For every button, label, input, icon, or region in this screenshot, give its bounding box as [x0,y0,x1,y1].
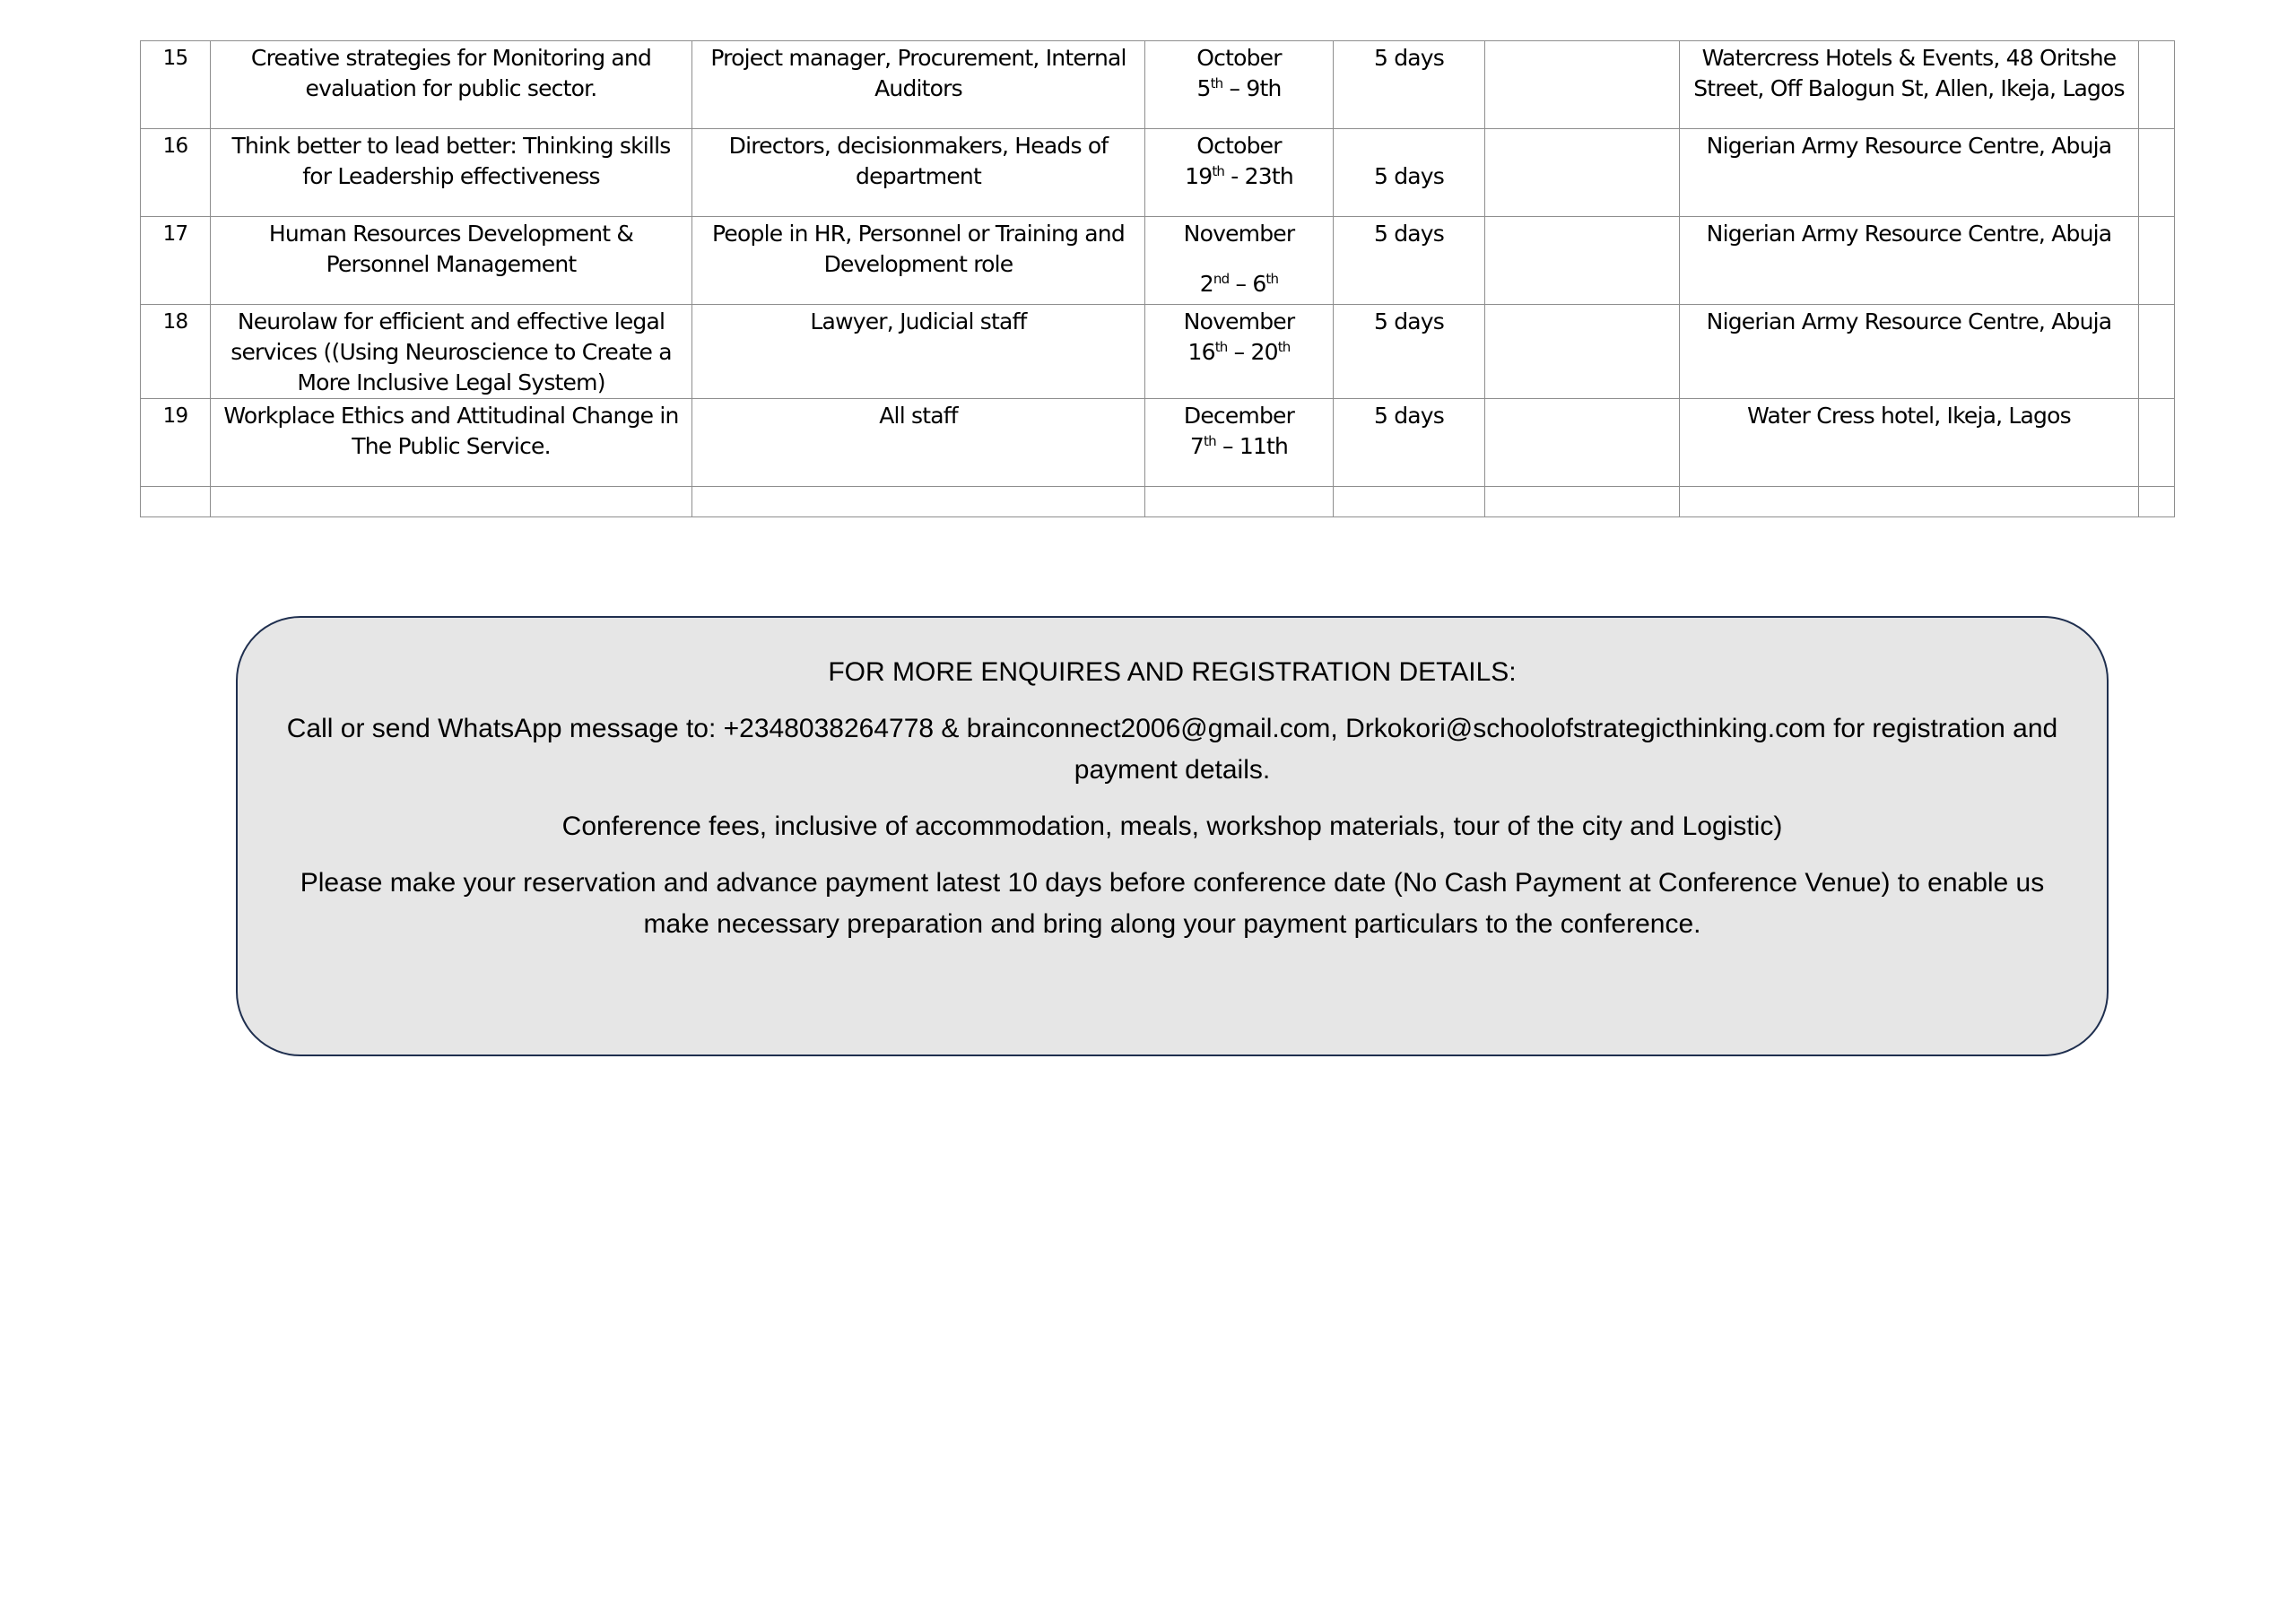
course-fee [1485,129,1680,217]
date-separator: – [1227,339,1251,365]
course-date [1145,305,1334,399]
table-row [141,129,2175,217]
course-title: Human Resources Development & Personnel Management [211,217,692,305]
target-audience: Project manager, Procurement, Internal Auditors [692,41,1145,129]
empty-cell [692,487,1145,517]
date-start: 19 [1185,163,1213,189]
row-number: 17 [141,217,211,305]
duration-text: 5 days [1373,163,1445,189]
extra-cell [2139,399,2175,487]
course-fee [1485,217,1680,305]
date-start: 7 [1189,433,1205,459]
date-month: November [1183,221,1295,247]
course-duration: 5 days [1334,305,1485,399]
target-audience: People in HR, Personnel or Training and Development role [692,217,1145,305]
date-end: 11th [1239,433,1289,459]
course-duration: 5 days [1334,217,1485,305]
notice-reservation: Please make your reservation and advance payment latest 10 days before conference date (No Cash Payment at Conference Venue) to enable us make necessary preparation and bring along your payment particulars to the conference. [300,868,2045,939]
date-separator: – [1229,271,1253,297]
empty-cell [141,487,211,517]
date-end: 6 [1252,271,1266,297]
course-fee [1485,305,1680,399]
extra-cell [2139,129,2175,217]
date-end: 23th [1244,163,1293,189]
training-schedule-table [140,40,2175,517]
course-fee [1485,41,1680,129]
course-title: Creative strategies for Monitoring and evaluation for public sector. [211,41,692,129]
extra-cell [2139,217,2175,305]
table-row [141,399,2175,487]
extra-cell [2139,41,2175,129]
date-start: 16 [1187,339,1215,365]
target-audience: All staff [692,399,1145,487]
course-date [1145,129,1334,217]
row-number: 19 [141,399,211,487]
course-duration: 5 days [1334,399,1485,487]
course-duration [1334,129,1485,217]
course-venue: Watercress Hotels & Events, 48 Oritshe Street, Off Balogun St, Allen, Ikeja, Lagos [1680,41,2139,129]
date-start-suffix: th [1214,339,1228,355]
target-audience: Directors, decisionmakers, Heads of department [692,129,1145,217]
date-start-suffix: th [1204,433,1216,449]
notice-contact: Call or send WhatsApp message to: +2348038264778 & brainconnect2006@gmail.com, Drkokori@schoolofstrategicthinking.com for registration and payment details. [286,714,2058,785]
date-separator: – [1222,75,1247,101]
course-duration: 5 days [1334,41,1485,129]
empty-cell [1334,487,1485,517]
empty-row [141,487,2175,517]
row-number: 15 [141,41,211,129]
notice-heading: FOR MORE ENQUIRES AND REGISTRATION DETAILS: [828,657,1517,687]
date-start-suffix: th [1210,75,1223,91]
row-number: 16 [141,129,211,217]
empty-cell [211,487,692,517]
course-date [1145,41,1334,129]
notice-fees: Conference fees, inclusive of accommodation, meals, workshop materials, tour of the city and Logistic) [561,812,1783,841]
extra-cell [2139,305,2175,399]
course-venue: Water Cress hotel, Ikeja, Lagos [1680,399,2139,487]
course-venue: Nigerian Army Resource Centre, Abuja [1680,129,2139,217]
empty-cell [2139,487,2175,517]
date-end-suffix: th [1265,271,1279,287]
course-title: Neurolaw for efficient and effective legal services ((Using Neuroscience to Create a More Inclusive Legal System) [211,305,692,399]
date-start: 2 [1199,271,1213,297]
course-venue: Nigerian Army Resource Centre, Abuja [1680,305,2139,399]
registration-notice-box [236,616,2109,1056]
date-separator: – [1215,433,1239,459]
course-date [1145,399,1334,487]
date-start-suffix: nd [1213,271,1230,287]
table-row [141,217,2175,305]
date-start-suffix: th [1212,163,1225,179]
date-month: October [1196,133,1282,159]
date-month: November [1183,308,1295,334]
target-audience: Lawyer, Judicial staff [692,305,1145,399]
course-date [1145,217,1334,305]
date-end-suffix: th [1277,339,1291,355]
empty-cell [1145,487,1334,517]
date-start: 5 [1196,75,1211,101]
date-month: October [1196,45,1282,71]
course-venue: Nigerian Army Resource Centre, Abuja [1680,217,2139,305]
course-fee [1485,399,1680,487]
empty-cell [1680,487,2139,517]
date-month: December [1183,403,1295,429]
course-title: Think better to lead better: Thinking skills for Leadership effectiveness [211,129,692,217]
table-row [141,305,2175,399]
row-number: 18 [141,305,211,399]
date-end: 9th [1246,75,1282,101]
date-end: 20 [1250,339,1278,365]
date-separator: - [1224,163,1245,189]
course-title: Workplace Ethics and Attitudinal Change in The Public Service. [211,399,692,487]
empty-cell [1485,487,1680,517]
table-row [141,41,2175,129]
